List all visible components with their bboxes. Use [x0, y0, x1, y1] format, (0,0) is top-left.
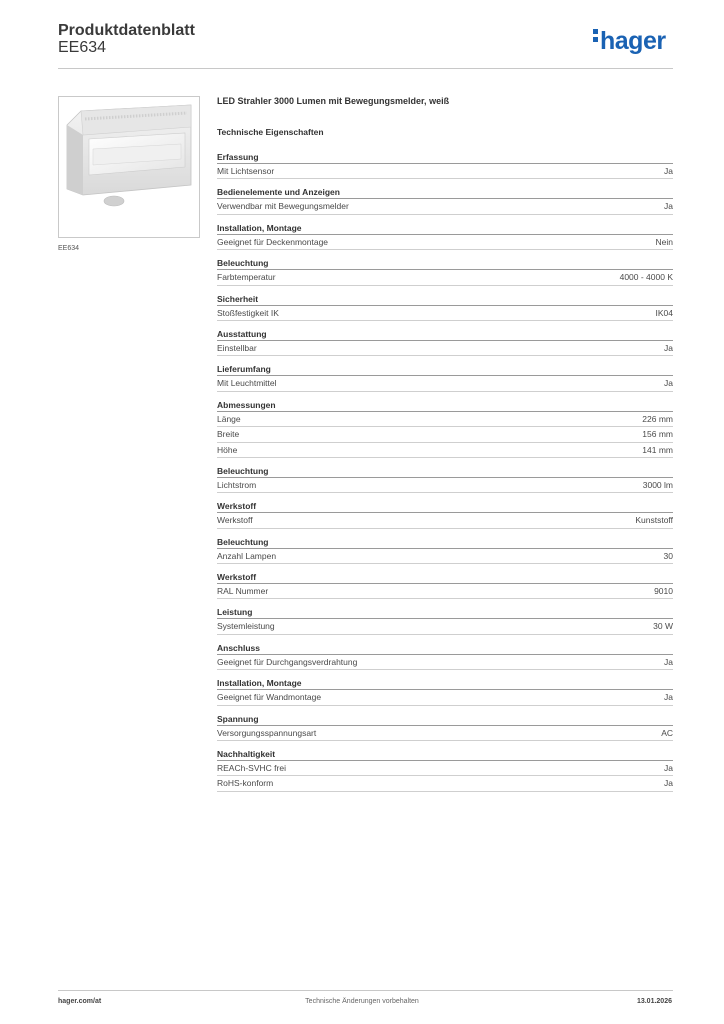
property-row: [217, 199, 673, 214]
group-heading: Abmessungen: [217, 399, 673, 412]
footer-date: 13.01.2026: [636, 998, 672, 1005]
property-group: [217, 257, 673, 285]
page-title: Produktdatenblatt: [58, 22, 195, 39]
group-heading: Bedienelemente und Anzeigen: [217, 186, 673, 199]
property-value: 4000 - 4000 K: [619, 272, 673, 283]
property-label: Verwendbar mit Bewegungsmelder: [217, 201, 349, 212]
logo-dots-icon: [593, 29, 598, 45]
group-heading: Ausstattung: [217, 328, 673, 341]
property-row: [217, 478, 673, 493]
property-row: [217, 690, 673, 705]
property-value: Kunststoff: [635, 515, 673, 526]
property-row: [217, 306, 673, 321]
property-label: Systemleistung: [217, 621, 275, 632]
group-heading: Lieferumfang: [217, 363, 673, 376]
property-value: Ja: [664, 692, 673, 703]
property-label: REACh-SVHC frei: [217, 763, 286, 774]
property-row: [217, 443, 673, 458]
property-group: [217, 606, 673, 634]
group-heading: Spannung: [217, 713, 673, 726]
group-heading: Installation, Montage: [217, 677, 673, 690]
product-code: EE634: [58, 39, 107, 56]
group-heading: Nachhaltigkeit: [217, 748, 673, 761]
property-value: 226 mm: [642, 413, 673, 424]
property-groups: [217, 151, 673, 792]
property-row: [217, 270, 673, 285]
property-row: [217, 761, 673, 776]
product-title: LED Strahler 3000 Lumen mit Bewegungsmelder, weiß: [217, 96, 450, 106]
property-group: [217, 748, 673, 792]
hager-logo: [593, 27, 666, 56]
property-label: Länge: [217, 413, 241, 424]
group-heading: Anschluss: [217, 642, 673, 655]
property-label: Geeignet für Durchgangsverdrahtung: [217, 656, 358, 667]
group-heading: Leistung: [217, 606, 673, 619]
group-heading: Beleuchtung: [217, 536, 673, 549]
property-value: Ja: [664, 342, 673, 353]
property-label: Stoßfestigkeit IK: [217, 307, 279, 318]
image-caption: EE634: [58, 245, 80, 252]
property-row: [217, 726, 673, 741]
product-image: [58, 96, 200, 238]
property-label: Anzahl Lampen: [217, 550, 277, 561]
property-group: [217, 293, 673, 321]
property-label: Höhe: [217, 444, 238, 455]
property-value: Ja: [664, 166, 673, 176]
property-label: Breite: [217, 429, 240, 440]
group-heading: Werkstoff: [217, 571, 673, 584]
property-group: [217, 677, 673, 705]
property-group: [217, 222, 673, 250]
property-row: [217, 584, 673, 599]
property-group: [217, 363, 673, 391]
footer-disclaimer: Technische Änderungen vorbehalten: [305, 998, 419, 1005]
property-group: [217, 713, 673, 741]
property-value: Ja: [664, 656, 673, 667]
property-label: Geeignet für Wandmontage: [217, 692, 322, 703]
datasheet-content: [217, 96, 673, 799]
property-label: Versorgungsspannungsart: [217, 727, 317, 738]
property-label: RoHS-konform: [217, 778, 274, 789]
footer-divider: [58, 990, 673, 991]
property-label: Mit Leuchtmittel: [217, 378, 277, 389]
group-heading: Beleuchtung: [217, 257, 673, 270]
property-value: 156 mm: [642, 429, 673, 440]
property-value: 30: [663, 550, 673, 561]
property-value: Nein: [655, 236, 673, 247]
led-floodlight-illustration: [59, 97, 199, 237]
property-value: 3000 lm: [642, 479, 673, 490]
property-row: [217, 341, 673, 356]
property-row: [217, 412, 673, 427]
property-label: RAL Nummer: [217, 586, 269, 597]
group-heading: Sicherheit: [217, 293, 673, 306]
property-row: [217, 776, 673, 791]
property-row: [217, 235, 673, 250]
property-group: [217, 465, 673, 493]
property-group: [217, 536, 673, 564]
property-label: Mit Lichtsensor: [217, 166, 275, 176]
property-value: 30 W: [653, 621, 673, 632]
property-row: [217, 164, 673, 179]
property-group: [217, 399, 673, 458]
property-row: [217, 655, 673, 670]
header-divider: [58, 68, 673, 69]
property-group: [217, 571, 673, 599]
property-value: IK04: [655, 307, 673, 318]
property-label: Einstellbar: [217, 342, 257, 353]
property-value: Ja: [664, 778, 673, 789]
group-heading: Werkstoff: [217, 500, 673, 513]
footer-website-link[interactable]: hager.com/at: [58, 998, 102, 1005]
property-group: [217, 328, 673, 356]
property-value: Ja: [664, 763, 673, 774]
property-label: Farbtemperatur: [217, 272, 276, 283]
property-row: [217, 376, 673, 391]
property-value: Ja: [664, 378, 673, 389]
property-label: Geeignet für Deckenmontage: [217, 236, 329, 247]
property-value: Ja: [664, 201, 673, 212]
property-value: AC: [661, 727, 673, 738]
property-row: [217, 619, 673, 634]
property-group: [217, 186, 673, 214]
property-row: [217, 513, 673, 528]
property-label: Werkstoff: [217, 515, 253, 526]
group-heading: Beleuchtung: [217, 465, 673, 478]
property-value: 9010: [654, 586, 673, 597]
logo-text: hager: [600, 27, 666, 55]
property-group: [217, 151, 673, 179]
section-title: Technische Eigenschaften: [217, 127, 324, 137]
property-row: [217, 427, 673, 442]
property-label: Lichtstrom: [217, 479, 257, 490]
property-group: [217, 500, 673, 528]
group-heading: Erfassung: [217, 151, 673, 164]
group-heading: Installation, Montage: [217, 222, 673, 235]
property-group: [217, 642, 673, 670]
property-value: 141 mm: [642, 444, 673, 455]
property-row: [217, 549, 673, 564]
